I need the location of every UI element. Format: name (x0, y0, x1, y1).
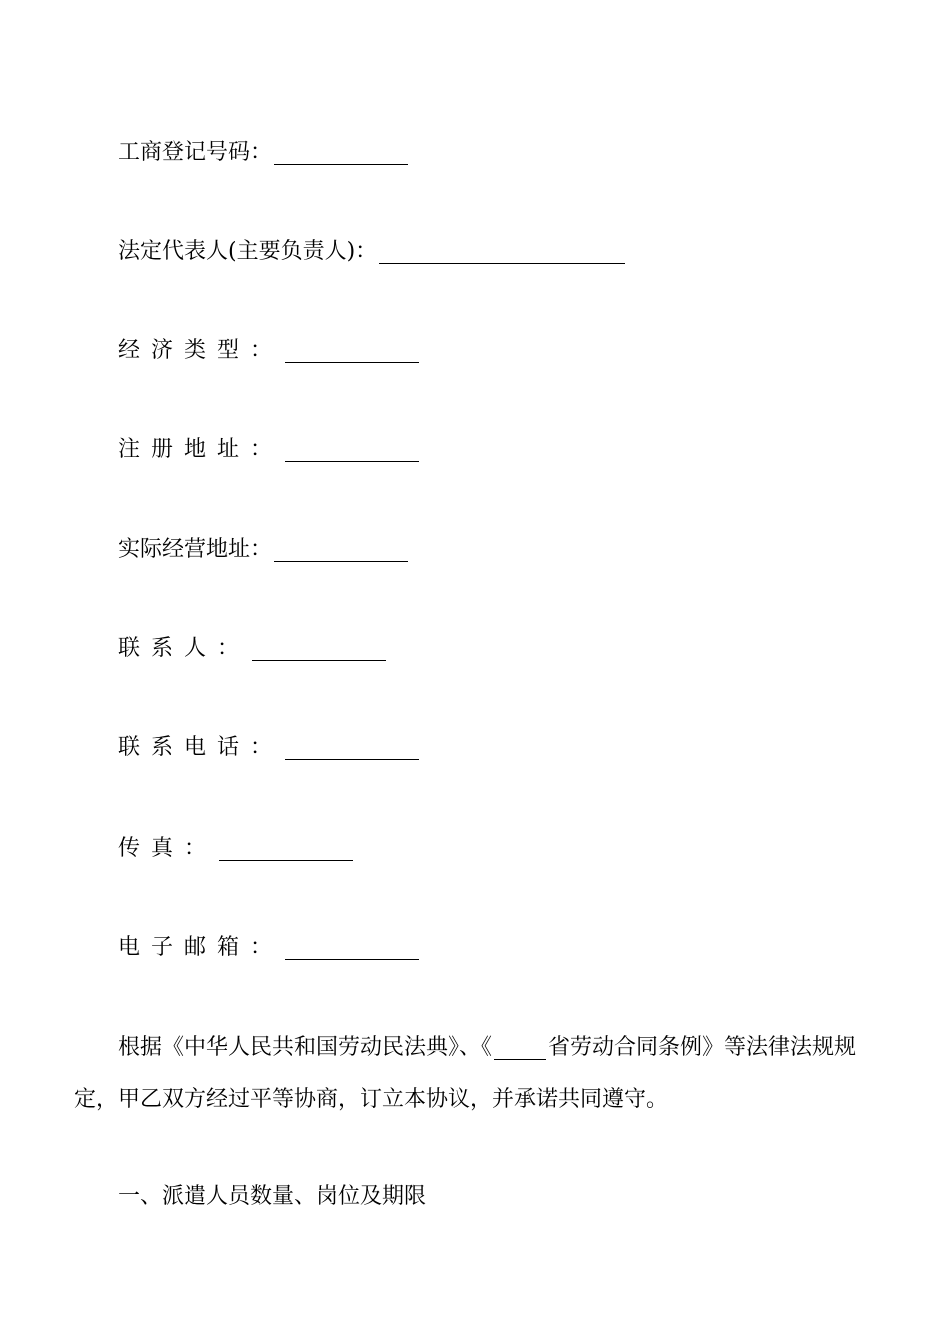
field-label: 电子邮箱： (118, 935, 284, 960)
field-label: 注册地址： (118, 437, 284, 462)
fill-blank[interactable] (285, 758, 419, 760)
paragraph-part2: 省劳动合同条例》等法律法规规定，甲乙双方经过平等协商，订立本协议，并承诺共同遵守。 (74, 1035, 857, 1112)
province-blank[interactable] (494, 1058, 546, 1060)
fill-blank[interactable] (274, 163, 408, 165)
intro-paragraph (74, 1022, 880, 1126)
field-actual-business-address (118, 535, 408, 565)
field-business-registration-number (118, 138, 408, 168)
field-economic-type (118, 336, 419, 366)
fill-blank[interactable] (285, 460, 419, 462)
fill-blank[interactable] (274, 560, 408, 562)
field-label: 联系人： (118, 636, 251, 661)
fill-blank[interactable] (219, 859, 353, 861)
field-contact-phone (118, 733, 419, 763)
field-email (118, 933, 419, 963)
field-label: 工商登记号码： (118, 140, 273, 165)
paragraph-part1: 根据《中华人民共和国劳动民法典》、《 (118, 1035, 493, 1060)
fill-blank[interactable] (285, 958, 419, 960)
field-legal-representative (118, 237, 625, 267)
field-label: 传真： (118, 836, 218, 861)
field-label: 联系电话： (118, 735, 284, 760)
field-contact-person (118, 634, 386, 664)
field-fax (118, 834, 353, 864)
field-registered-address (118, 435, 419, 465)
fill-blank[interactable] (252, 659, 386, 661)
field-label: 实际经营地址： (118, 537, 273, 562)
fill-blank[interactable] (285, 361, 419, 363)
fill-blank[interactable] (379, 262, 625, 264)
field-label: 法定代表人(主要负责人)： (118, 239, 378, 264)
field-label: 经济类型： (118, 338, 284, 363)
section-heading: 一、派遣人员数量、岗位及期限 (118, 1184, 427, 1209)
